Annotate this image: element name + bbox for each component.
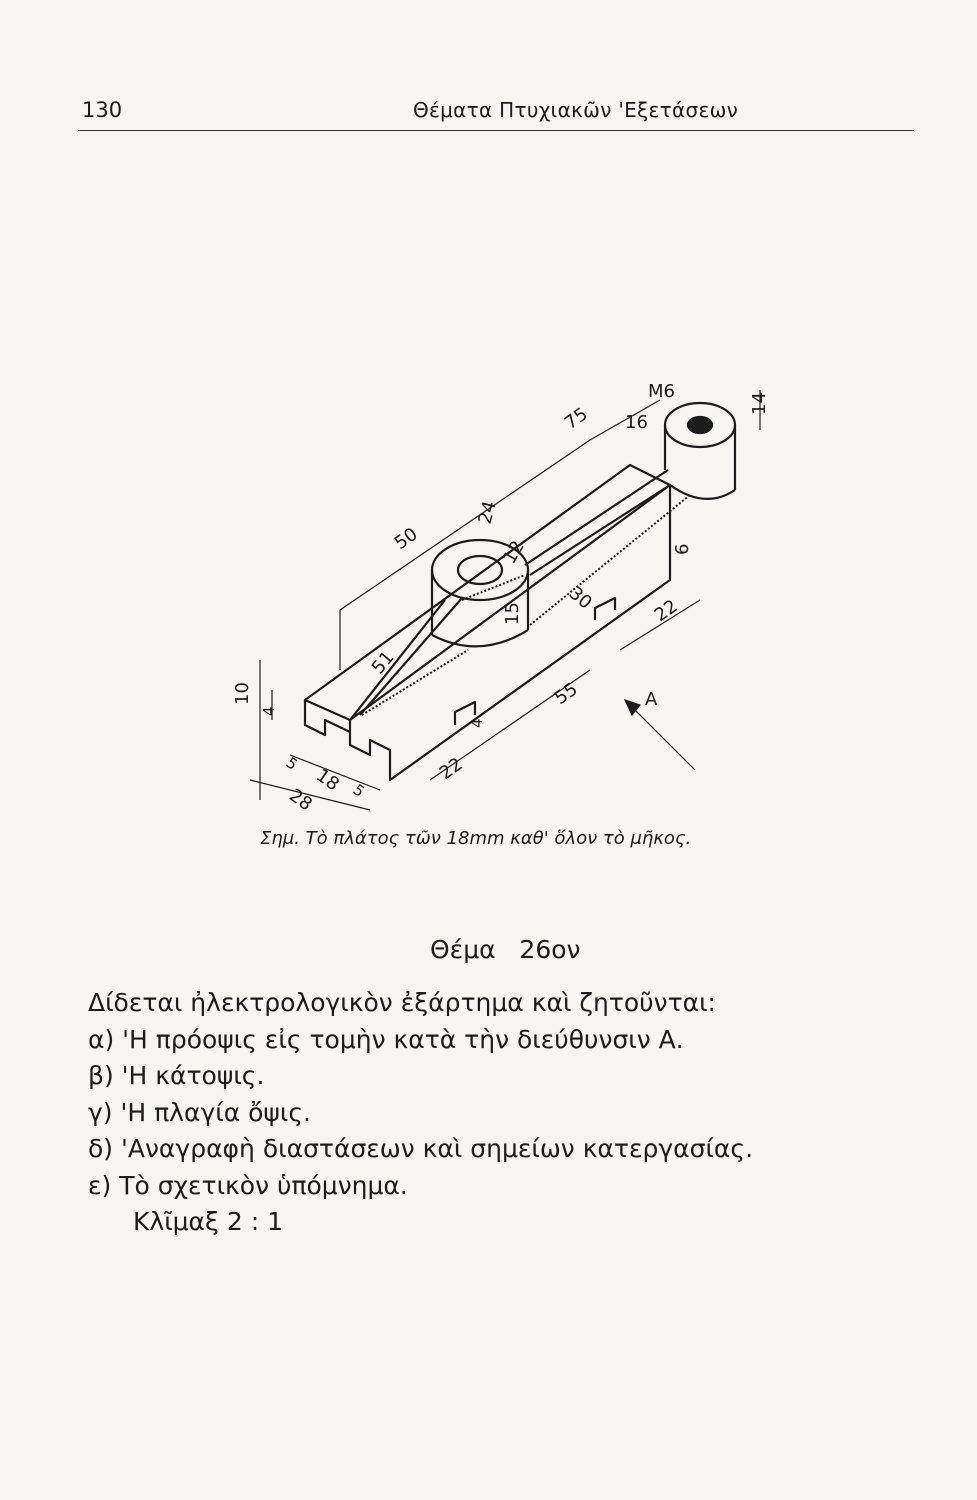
dim-5b: 5	[349, 780, 368, 801]
dim-4-mid: 4	[468, 718, 486, 728]
dim-line-top	[340, 400, 660, 670]
task-item: γ) 'Η πλαγία ὄψις.	[88, 1097, 311, 1127]
rib-right-outer	[530, 485, 670, 575]
dim-4-left: 4	[260, 706, 278, 716]
dim-15: 15	[502, 602, 523, 625]
direction-label-a: A	[645, 689, 658, 710]
dim-22-bottom: 22	[435, 753, 467, 785]
dim-22-right: 22	[650, 595, 682, 627]
technical-drawing	[200, 360, 800, 824]
central-boss-bottom	[432, 630, 528, 646]
right-boss-thread	[688, 417, 712, 433]
dim-14: 14	[749, 392, 770, 415]
dim-5: 5	[282, 753, 301, 774]
right-boss-sides	[665, 425, 735, 490]
task-item: α) 'Η πρόοψις εἰς τομὴν κατὰ τὴν διεύθυνσιν Α.	[88, 1024, 684, 1054]
page-header	[78, 96, 914, 131]
dim-51: 51	[367, 647, 399, 679]
dim-50: 50	[390, 523, 422, 555]
task-intro: Δίδεται ἠλεκτρολογικὸν ἐξάρτημα καὶ ζητοῦνται:	[88, 988, 716, 1017]
rib-right-inner	[525, 470, 668, 565]
running-title: Θέματα Πτυχιακῶν 'Εξετάσεων	[413, 98, 739, 122]
dim-30: 30	[564, 582, 596, 614]
task-item: β) 'Η κάτοψις.	[88, 1061, 265, 1090]
task-item: δ) 'Αναγραφὴ διαστάσεων καὶ σημείων κατεργασίας.	[88, 1134, 754, 1163]
dim-55: 55	[550, 678, 582, 710]
scale-note: Κλῖμαξ 2 : 1	[133, 1207, 284, 1236]
section-title: Θέμα 26ον	[430, 935, 581, 964]
figure-note: Σημ. Τὸ πλάτος τῶν 18mm καθ' ὅλον τὸ μῆκος.	[260, 828, 692, 849]
dim-18: 18	[312, 764, 343, 796]
dim-75: 75	[560, 403, 592, 435]
base-slot-right	[595, 598, 615, 620]
page-number: 130	[82, 98, 123, 122]
central-boss-hole	[458, 556, 502, 584]
dim-28: 28	[285, 784, 316, 816]
dim-16: 16	[625, 412, 648, 433]
dim-12: 12	[499, 537, 529, 568]
right-boss-bottom	[670, 485, 735, 499]
dim-10: 10	[232, 682, 253, 705]
task-item: ε) Τὸ σχετικὸν ὑπόμνημα.	[88, 1170, 408, 1200]
dim-line-left	[260, 660, 272, 800]
task-description	[88, 985, 753, 1241]
dim-24: 24	[474, 498, 501, 527]
isometric-part-drawing	[200, 360, 800, 820]
dim-m6: M6	[648, 381, 675, 402]
dim-6: 6	[672, 543, 693, 555]
